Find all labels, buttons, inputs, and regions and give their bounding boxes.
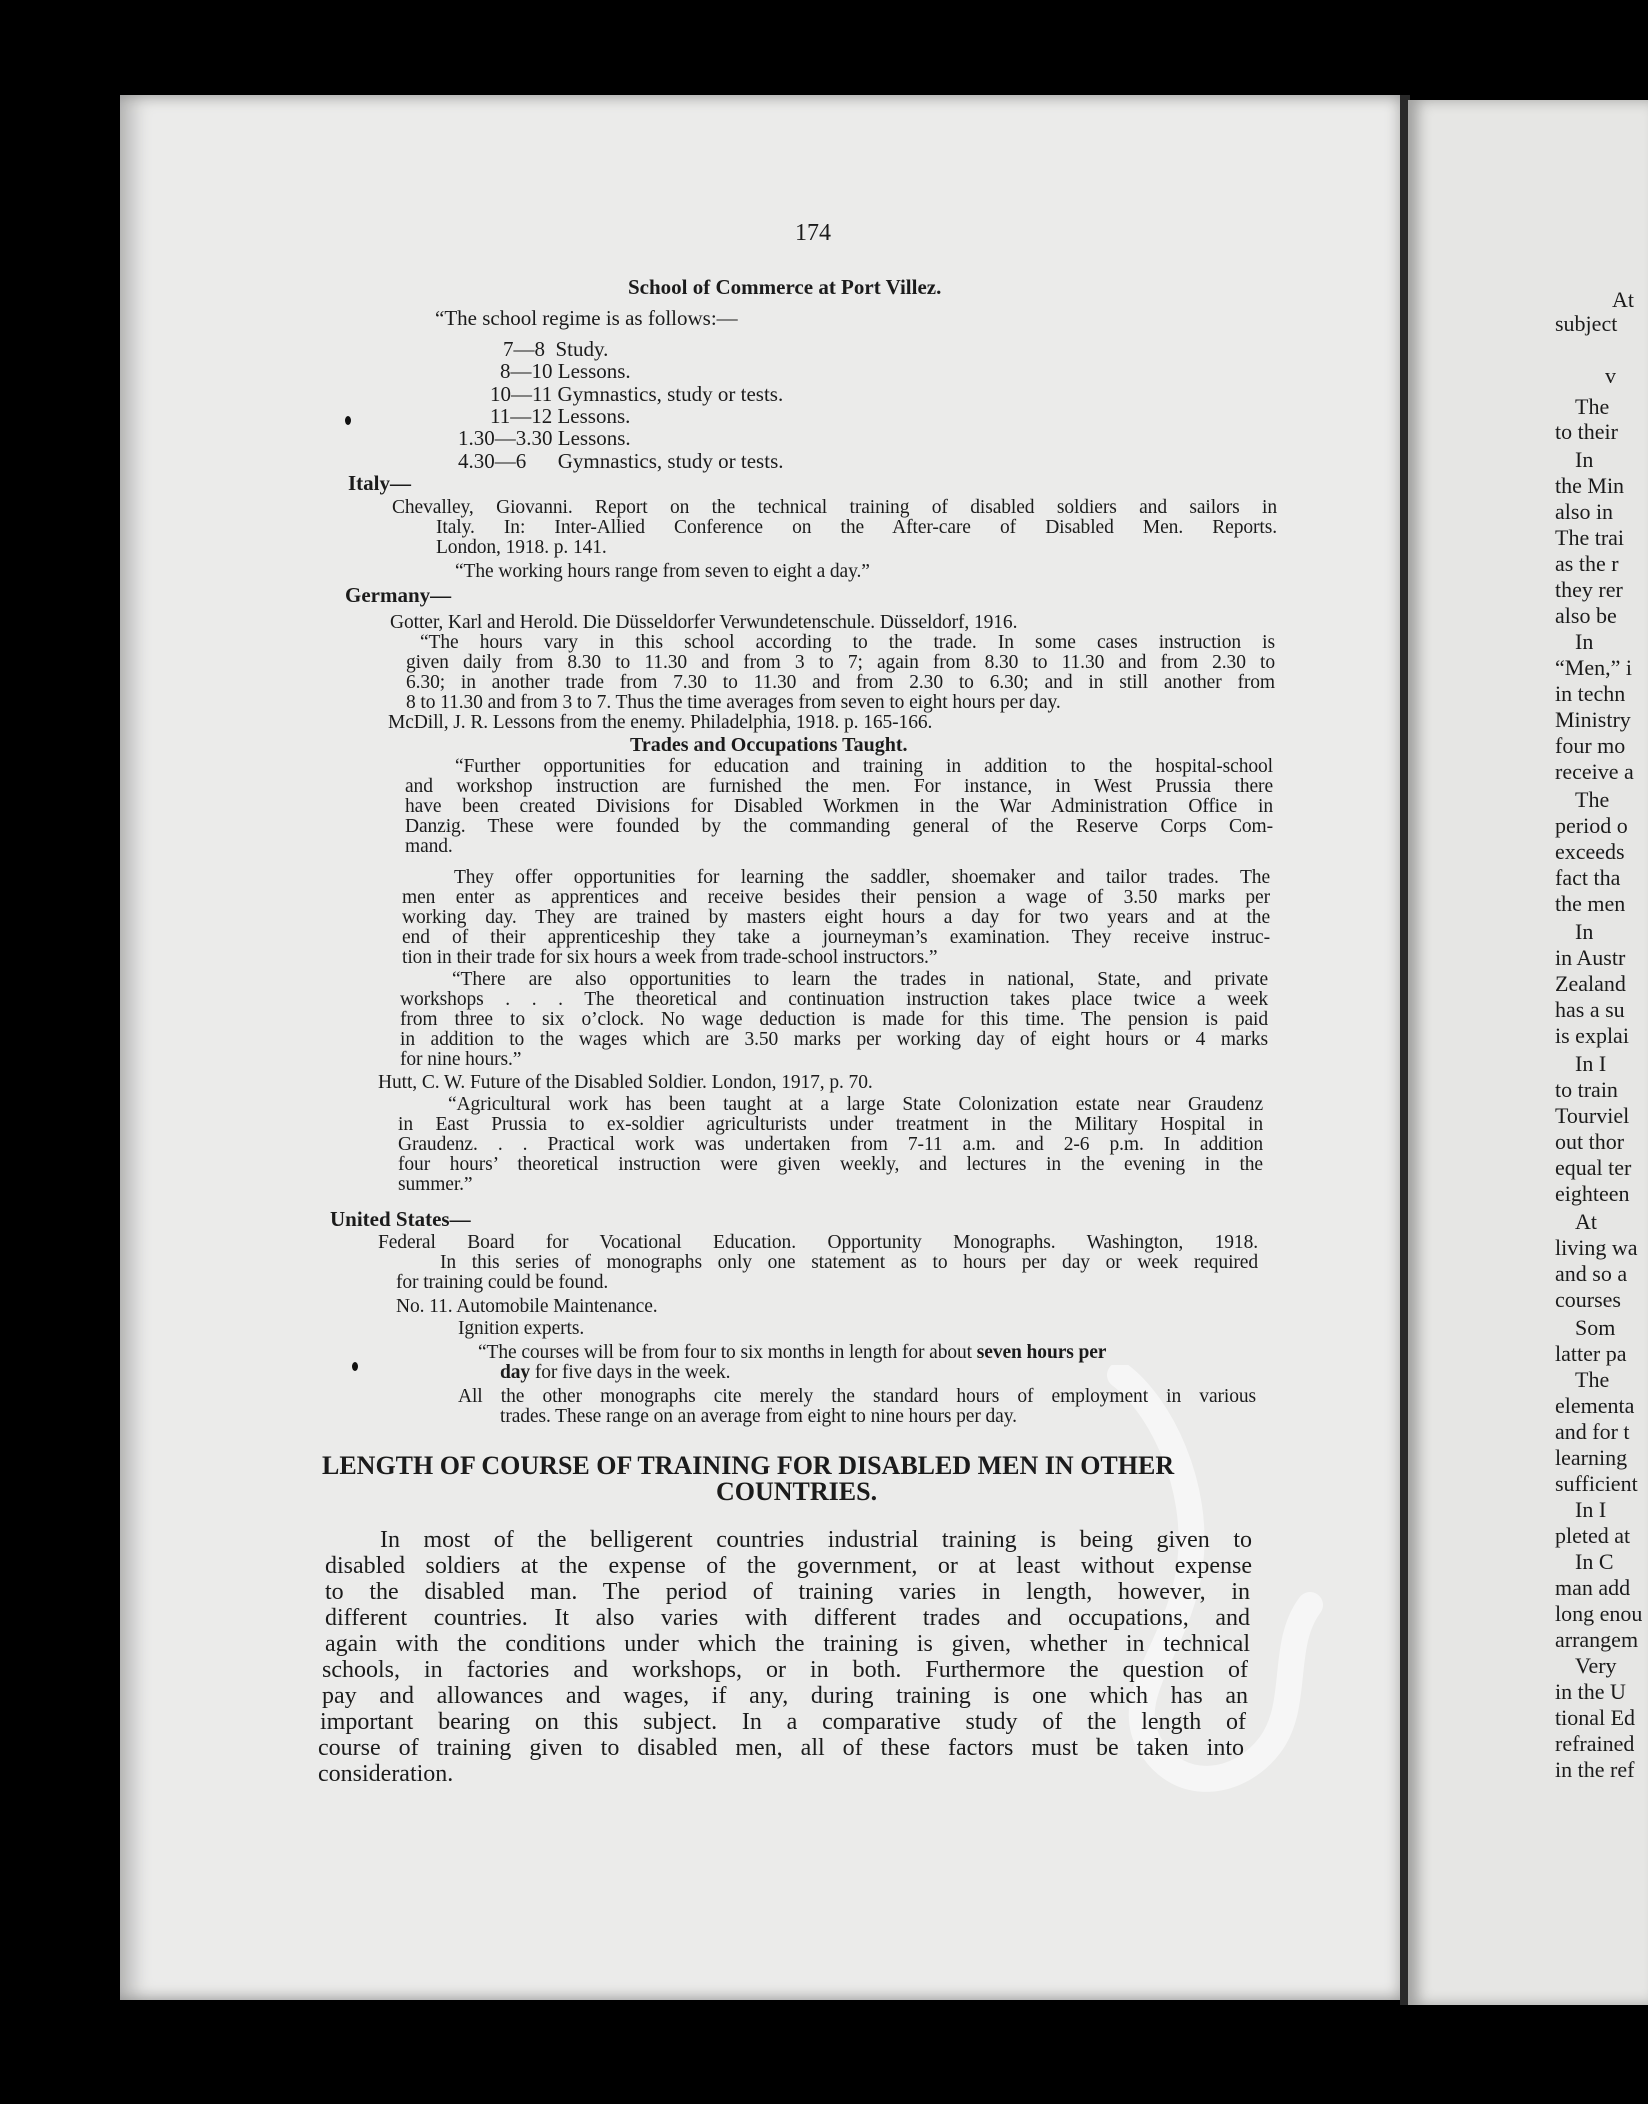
right-page-fragment: latter pa <box>1555 1341 1627 1366</box>
body-line: for training could be found. <box>396 1272 609 1293</box>
quote-text: “The courses will be from four to six months in length for about <box>478 1342 977 1363</box>
right-page-fragment: learning <box>1555 1445 1628 1470</box>
quote-line: given daily from 8.30 to 11.30 and from 3 to 7; again from 8.30 to 11.30 and from 2.30 to <box>406 652 1275 673</box>
quote-line: from three to six o’clock. No wage deduction is made for this time. The pension is paid <box>400 1009 1268 1030</box>
body-line: trades. These range on an average from eight to nine hours per day. <box>500 1406 1017 1427</box>
schedule-activity: Lessons. <box>557 426 631 450</box>
right-page-fragment: and for t <box>1555 1419 1630 1444</box>
school-heading: School of Commerce at Port Villez. <box>628 275 942 299</box>
school-intro: “The school regime is as follows:— <box>435 306 738 330</box>
quote-line: “The hours vary in this school according to the trade. In some cases instruction is <box>420 632 1275 653</box>
right-page-fragment: At <box>1575 1209 1597 1234</box>
right-page-fragment: At <box>1612 287 1634 312</box>
right-page-fragment: v <box>1605 363 1616 388</box>
citation-line: Gotter, Karl and Herold. Die Düsseldorfer Verwundetenschule. Düsseldorf, 1916. <box>390 612 1018 633</box>
quote-line: 8 to 11.30 and from 3 to 7. Thus the time averages from seven to eight hours per day. <box>406 692 1061 713</box>
schedule-row <box>458 450 784 472</box>
citation-line: London, 1918. p. 141. <box>436 537 607 558</box>
right-page-fragment: Very <box>1575 1653 1617 1678</box>
right-page-fragment: In <box>1575 919 1594 944</box>
right-page-fragment: to train <box>1555 1077 1618 1102</box>
quote-line: “Agricultural work has been taught at a large State Colonization estate near Graudenz <box>448 1094 1263 1115</box>
section-heading-united-states: United States— <box>330 1207 471 1231</box>
schedule-activity: Lessons. <box>557 359 631 383</box>
schedule-activity: Lessons. <box>557 404 631 428</box>
right-page-fragment: out thor <box>1555 1129 1625 1154</box>
right-page-fragment: in Austr <box>1555 945 1626 970</box>
right-page-fragment: in the U <box>1555 1679 1626 1704</box>
quote-line: in addition to the wages which are 3.50 marks per working day of eight hours or 4 marks <box>400 1029 1268 1050</box>
schedule-row <box>500 360 631 382</box>
right-page-fragment: eighteen <box>1555 1181 1630 1206</box>
paragraph-line: to the disabled man. The period of training varies in length, however, in <box>325 1579 1250 1605</box>
paragraph-line: again with the conditions under which the training is given, whether in technical <box>325 1631 1250 1657</box>
citation-line: Chevalley, Giovanni. Report on the technical training of disabled soldiers and sailors in <box>392 497 1277 518</box>
right-page-fragment: man add <box>1555 1575 1631 1600</box>
quote-line: They offer opportunities for learning the saddler, shoemaker and tailor trades. The <box>454 867 1270 888</box>
ink-speck <box>345 416 351 425</box>
right-page-fragment: Zealand <box>1555 971 1626 996</box>
right-page-fragment: subject <box>1555 311 1618 336</box>
body-line: All the other monographs cite merely the standard hours of employment in various <box>458 1386 1256 1407</box>
paragraph-line: important bearing on this subject. In a comparative study of the length of <box>320 1709 1246 1735</box>
main-heading: COUNTRIES. <box>716 1477 878 1506</box>
schedule-time: 7—8 <box>503 337 545 361</box>
paragraph-line: pay and allowances and wages, if any, during training is one which has an <box>322 1683 1248 1709</box>
quote-line: “The working hours range from seven to eight a day.” <box>455 561 870 582</box>
right-page-fragment: The <box>1575 394 1610 419</box>
right-page-fragment: exceeds <box>1555 839 1625 864</box>
quote-line: workshops . . . The theoretical and continuation instruction takes place twice a week <box>400 989 1268 1010</box>
quote-line <box>500 1362 730 1384</box>
right-page-fragment: in the ref <box>1555 1757 1635 1782</box>
citation-line: Hutt, C. W. Future of the Disabled Soldier. London, 1917, p. 70. <box>378 1072 873 1093</box>
right-page-fragment: long enou <box>1555 1601 1643 1626</box>
citation-line: Federal Board for Vocational Education. Opportunity Monographs. Washington, 1918. <box>378 1232 1258 1253</box>
emphasis-text: seven hours per <box>976 1342 1107 1363</box>
schedule-time: 11—12 <box>490 404 553 428</box>
quote-line: have been created Divisions for Disabled Workmen in the War Administration Office in <box>405 796 1273 817</box>
quote-line: mand. <box>405 836 453 857</box>
quote-line: tion in their trade for six hours a week from trade-school instructors.” <box>402 947 938 968</box>
right-page-fragment: Ministry <box>1555 707 1631 732</box>
right-page-fragment: Tourviel <box>1555 1103 1630 1128</box>
quote-line: “Further opportunities for education and training in addition to the hospital-school <box>455 756 1273 777</box>
schedule-activity: Gymnastics, study or tests. <box>557 449 784 473</box>
paragraph-line: disabled soldiers at the expense of the government, or at least without expense <box>325 1553 1252 1579</box>
emphasis-text: day <box>500 1362 531 1383</box>
right-page-fragment: and so a <box>1555 1261 1628 1286</box>
citation-line: Italy. In: Inter-Allied Conference on the After-care of Disabled Men. Reports. <box>436 517 1277 538</box>
right-page-fragment: tional Ed <box>1555 1705 1636 1730</box>
right-page-fragment: The trai <box>1555 525 1625 550</box>
right-page-fragment: Som <box>1575 1315 1616 1340</box>
right-page-fragment: also in <box>1555 499 1614 524</box>
right-page-fragment: in techn <box>1555 681 1626 706</box>
quote-text: for five days in the week. <box>530 1362 731 1383</box>
right-page-fragment: the men <box>1555 891 1626 916</box>
schedule-activity: Study. <box>555 337 609 361</box>
main-heading: LENGTH OF COURSE OF TRAINING FOR DISABLED MEN IN OTHER <box>322 1451 1175 1480</box>
right-page-fragment: as the r <box>1555 551 1619 576</box>
ink-speck <box>352 1362 358 1371</box>
quote-line: Danzig. These were founded by the commanding general of the Reserve Corps Com- <box>405 816 1273 837</box>
quote-line: 6.30; in another trade from 7.30 to 11.30 and from 2.30 to 6.30; and in still another from <box>406 672 1275 693</box>
subheading-trades: Trades and Occupations Taught. <box>630 734 908 756</box>
right-page-fragment: fact tha <box>1555 865 1621 890</box>
citation-line: Ignition experts. <box>458 1318 585 1339</box>
quote-line: Graudenz. . . Practical work was undertaken from 7-11 a.m. and 2-6 p.m. In addition <box>398 1134 1263 1155</box>
schedule-activity: Gymnastics, study or tests. <box>557 382 784 406</box>
right-page-fragment: In <box>1575 629 1594 654</box>
right-page-fragment: they rer <box>1555 577 1623 602</box>
right-page-fragment: has a su <box>1555 997 1625 1022</box>
right-page-fragment: living wa <box>1555 1235 1638 1260</box>
schedule-row <box>503 338 608 360</box>
schedule-row <box>490 383 783 405</box>
right-page-fragment: receive a <box>1555 759 1634 784</box>
section-heading-germany: Germany— <box>345 583 452 607</box>
right-page-fragment: “Men,” i <box>1555 655 1632 680</box>
quote-line: in East Prussia to ex-soldier agriculturists under treatment in the Military Hospital in <box>398 1114 1263 1135</box>
right-page-fragment: elementa <box>1555 1393 1635 1418</box>
right-page-fragment: arrangem <box>1555 1627 1639 1652</box>
right-page-fragment: to their <box>1555 419 1618 444</box>
paragraph-line: different countries. It also varies with different trades and occupations, and <box>325 1605 1250 1631</box>
quote-line <box>478 1342 1106 1364</box>
schedule-row <box>490 405 630 427</box>
right-page-fragment: In I <box>1575 1497 1607 1522</box>
right-page-fragment: equal ter <box>1555 1155 1632 1180</box>
citation-line: No. 11. Automobile Maintenance. <box>396 1296 658 1317</box>
right-page-fragment: The <box>1575 1367 1610 1392</box>
schedule-time: 8—10 <box>500 359 553 383</box>
quote-line: summer.” <box>398 1174 473 1195</box>
right-page-fragment: In C <box>1575 1549 1614 1574</box>
schedule-time: 10—11 <box>490 382 553 406</box>
right-page-fragment: period o <box>1555 813 1628 838</box>
right-page-fragment: is explai <box>1555 1023 1629 1048</box>
schedule-time: 1.30—3.30 <box>458 426 553 450</box>
right-page-fragment: also be <box>1555 603 1617 628</box>
quote-line: working day. They are trained by masters eight hours a day for two years and at the <box>402 907 1270 928</box>
section-heading-italy: Italy— <box>348 471 411 495</box>
body-line: In this series of monographs only one statement as to hours per day or week required <box>440 1252 1258 1273</box>
schedule-row <box>458 427 631 449</box>
paragraph-line: course of training given to disabled men, all of these factors must be taken into <box>318 1735 1244 1761</box>
right-page-fragment: sufficient <box>1555 1471 1638 1496</box>
quote-line: end of their apprenticeship they take a journeyman’s examination. They receive instruc- <box>402 927 1270 948</box>
citation-line: McDill, J. R. Lessons from the enemy. Philadelphia, 1918. p. 165-166. <box>388 712 933 733</box>
paragraph-line: In most of the belligerent countries industrial training is being given to <box>380 1527 1252 1553</box>
paragraph-line: schools, in factories and workshops, or in both. Furthermore the question of <box>322 1657 1248 1683</box>
right-page-fragment: refrained <box>1555 1731 1635 1756</box>
right-page-fragment: In <box>1575 447 1594 472</box>
right-page-fragment: four mo <box>1555 733 1626 758</box>
right-page-fragment: the Min <box>1555 473 1625 498</box>
quote-line: four hours’ theoretical instruction were given weekly, and lectures in the evening in the <box>398 1154 1263 1175</box>
paragraph-line: consideration. <box>318 1761 454 1787</box>
right-page-fragment: pleted at <box>1555 1523 1631 1548</box>
quote-line: “There are also opportunities to learn the trades in national, State, and private <box>452 969 1268 990</box>
quote-line: and workshop instruction are furnished the men. For instance, in West Prussia there <box>405 776 1273 797</box>
right-page-fragment: The <box>1575 787 1610 812</box>
schedule-time: 4.30—6 <box>458 449 527 473</box>
quote-line: for nine hours.” <box>400 1049 522 1070</box>
right-page-fragment: courses <box>1555 1287 1621 1312</box>
page-number: 174 <box>795 220 831 246</box>
right-page-fragment: In I <box>1575 1051 1607 1076</box>
quote-line: men enter as apprentices and receive besides their pension a wage of 3.50 marks per <box>402 887 1270 908</box>
